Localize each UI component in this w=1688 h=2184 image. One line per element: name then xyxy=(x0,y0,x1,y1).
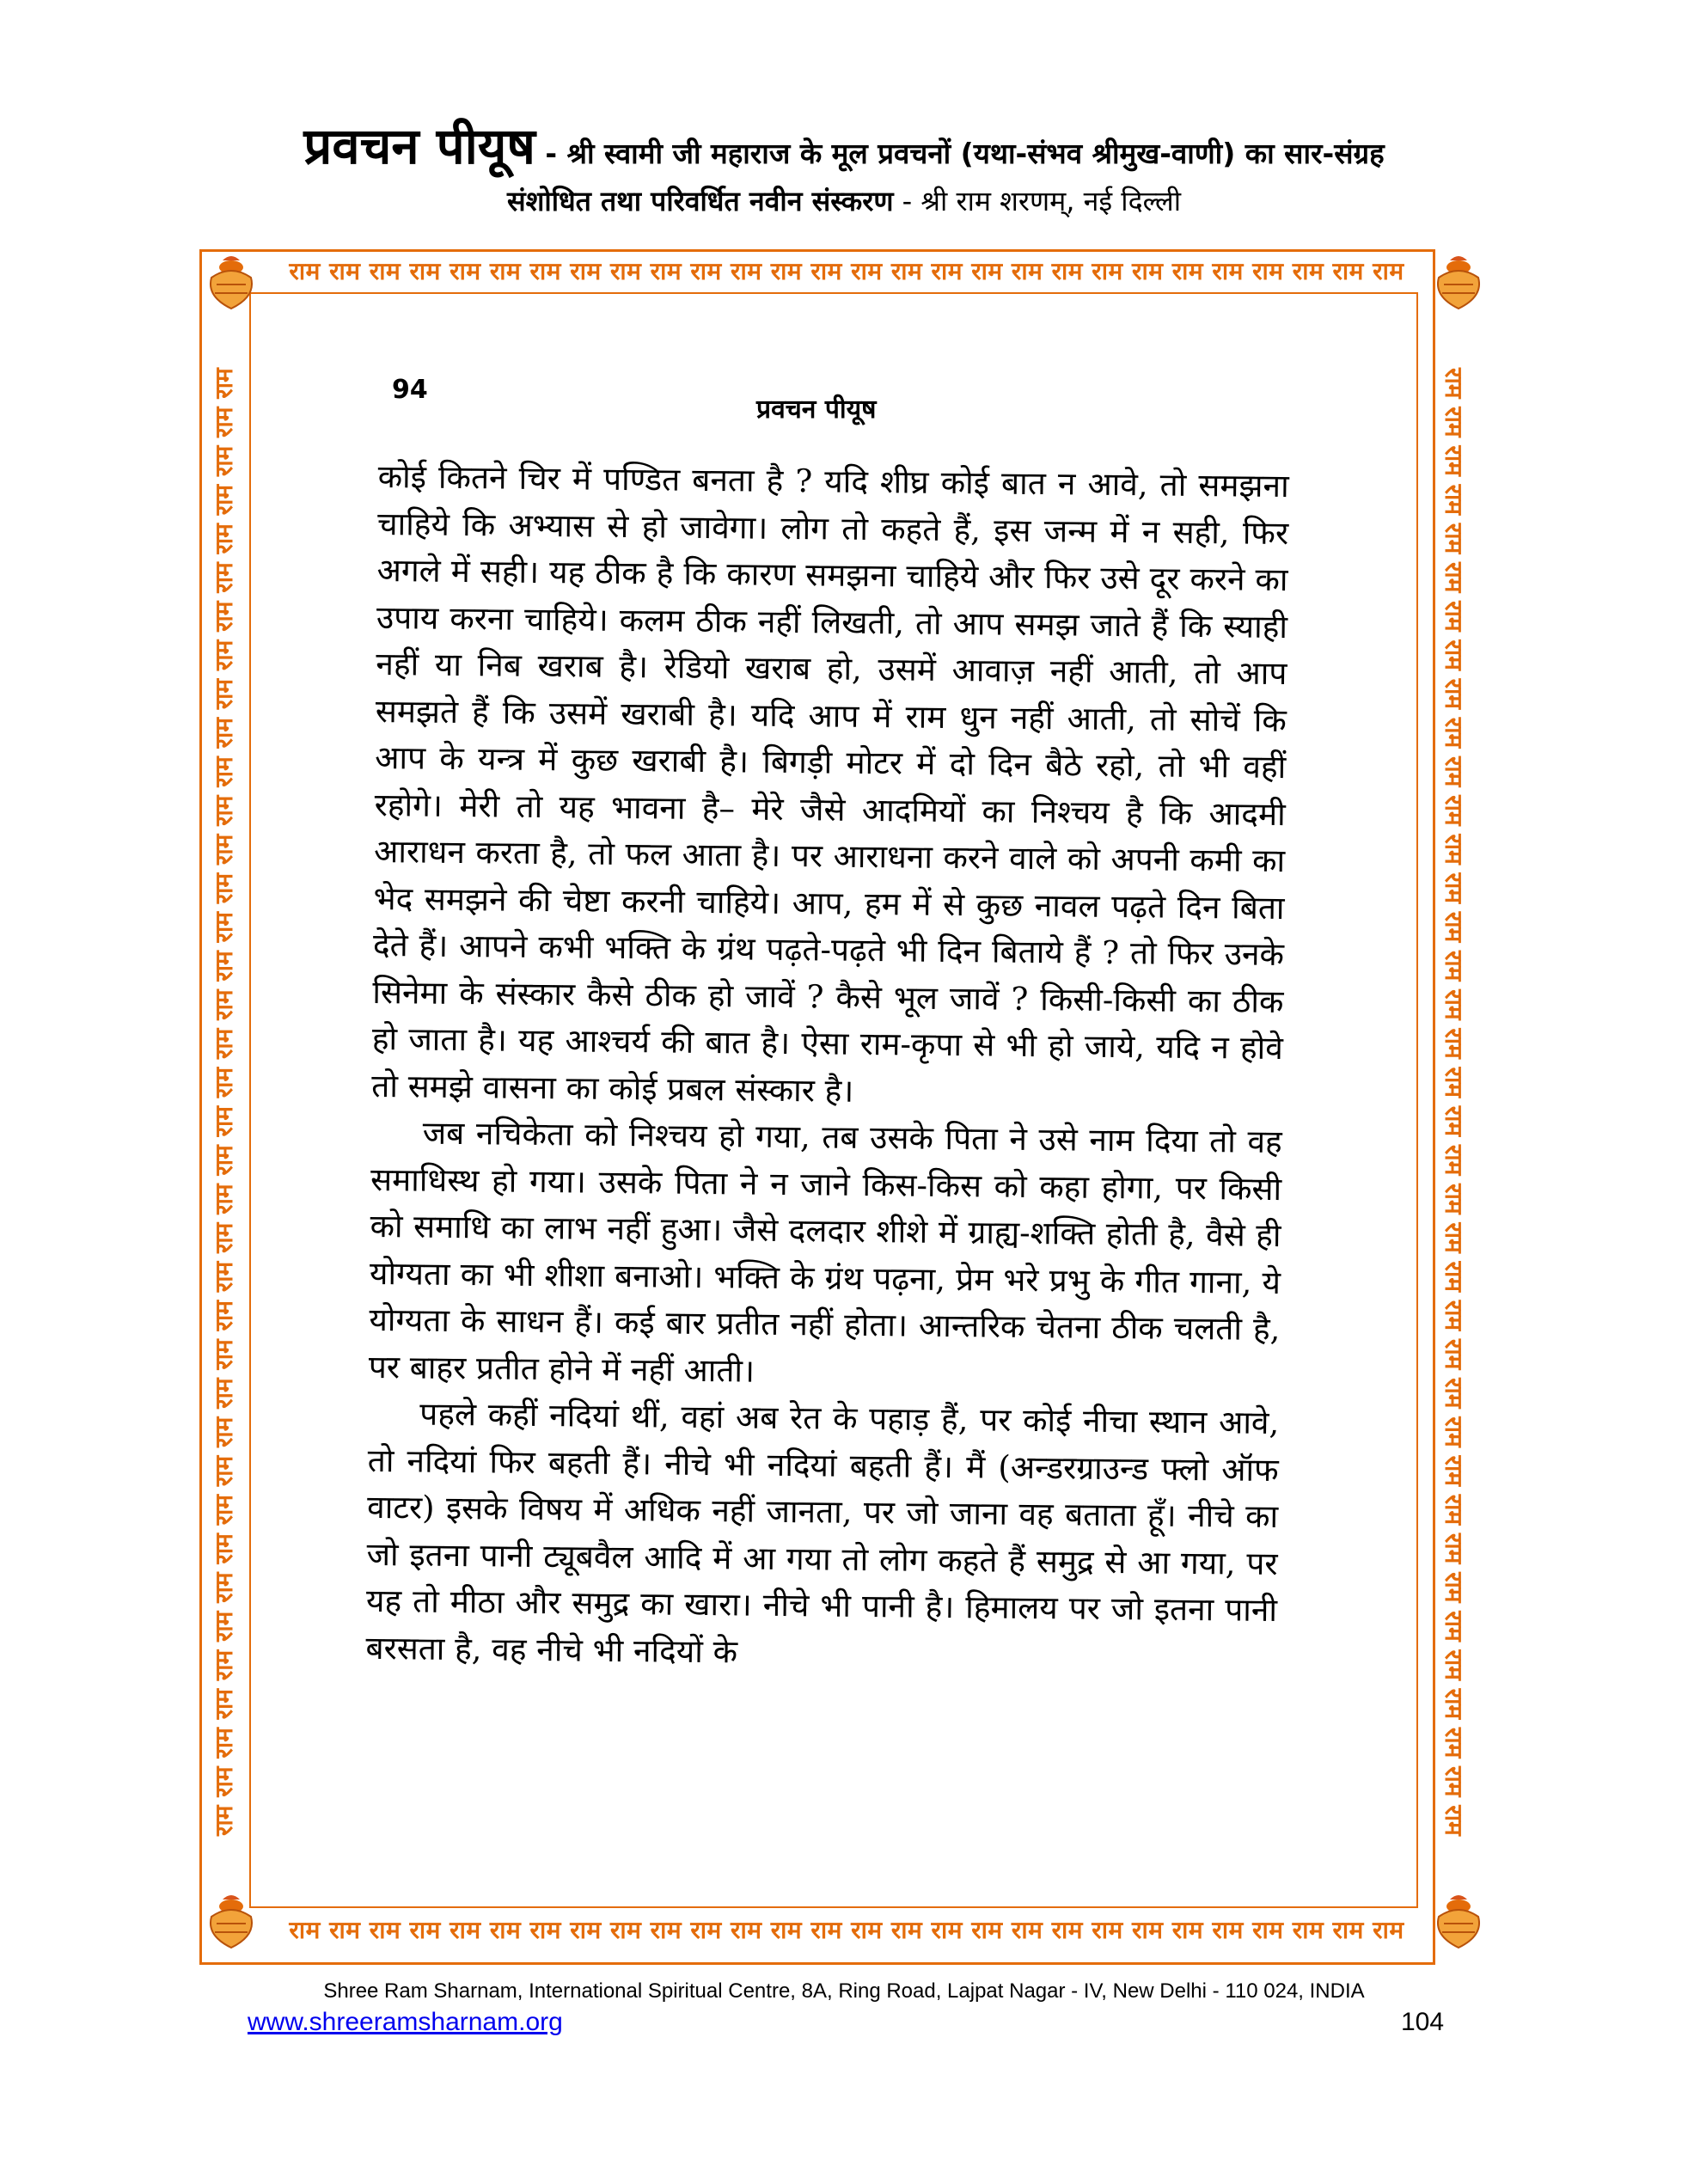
inner-border-top xyxy=(249,292,1418,294)
ram-border-right: राम राम राम राम राम राम राम राम राम राम राम राम राम राम राम राम राम राम राम राम राम राम राम राम राम राम राम राम राम राम राम राम राम राम राम राम राम राम xyxy=(1440,368,1468,1836)
title-main: प्रवचन पीयूष xyxy=(303,117,535,175)
kalash-ornament-top-left xyxy=(199,252,263,315)
kalash-ornament-bottom-left xyxy=(199,1891,263,1955)
paragraph: जब नचिकेता को निश्चय हो गया, तब उसके पिता ने उसे नाम दिया तो वह समाधिस्थ हो गया। उसके पिता ने न जाने किस-किस को कहा होगा, पर किसी को समाधि का लाभ नहीं हुआ। जैसे दलदार शीशे में ग्राह्य-शक्ति होती है, वैसे ही योग्यता का भी शीशा बनाओ। भक्ति के ग्रंथ पढ़ना, प्रेम भरे प्रभु के गीत गाना, ये योग्यता के साधन हैं। कई बार प्रतीत नहीं होता। आन्तरिक चेतना ठीक चलती है, पर बाहर प्रतीत होने में नहीं आती। xyxy=(368,1114,1282,1390)
edition-label: संशोधित तथा परिवर्धित नवीन संस्करण xyxy=(507,185,894,217)
ram-border-bottom: राम राम राम राम राम राम राम राम राम राम राम राम राम राम राम राम राम राम राम राम राम राम राम राम राम राम राम राम xyxy=(289,1916,1404,1944)
kalash-ornament-bottom-right xyxy=(1427,1891,1490,1955)
book-page-number: 94 xyxy=(392,375,428,405)
paragraph: कोई कितने चिर में पण्डित बनता है ? यदि शीघ्र कोई बात न आवे, तो समझना चाहिये कि अभ्यास से हो जावेगा। लोग तो कहते हैं, इस जन्म में न सही, फिर अगले में सही। यह ठीक है कि कारण समझना चाहिये और फिर उसे दूर करने का उपाय करना चाहिये। कलम ठीक नहीं लिखती, तो आप समझ जाते हैं कि स्याही नहीं या निब खराब है। रेडियो खराब हो, उसमें आवाज़ नहीं आती, तो आप समझते हैं कि उसमें खराबी है। यदि आप में राम धुन नहीं आती, तो सोचें कि आप के यन्त्र में कुछ खराबी है। बिगड़ी मोटर में दो दिन बैठे रहो, तो भी वहीं रहोगे। मेरी तो यह भावना है– मेरे जैसे आदमियों का निश्चय है कि आदमी आराधन करता है, तो फल आता है। पर आराधना करने वाले को अपनी कमी का भेद समझने की चेष्टा करनी चाहिये। आप, हम में से कुछ नावल पढ़ते दिन बिता देते हैं। आपने कभी भक्ति के ग्रंथ पढ़ते-पढ़ते भी दिन बिताये हैं ? तो फिर उनके सिनेमा के संस्कार कैसे ठीक हो जावें ? कैसे भूल जावें ? किसी-किसी का ठीक हो जाता है। यह आश्चर्य की बात है। ऐसा राम-कृपा से भी हो जाये, यदि न होवे तो समझे वासना का कोई प्रबल संस्कार है। xyxy=(371,457,1289,1110)
footer-address: Shree Ram Sharnam, International Spiritual Centre, 8A, Ring Road, Lajpat Nagar - IV, New Delhi - 110 024, INDIA xyxy=(323,1979,1365,2003)
inner-border-bottom xyxy=(249,1906,1418,1908)
title-subtitle: - श्री स्वामी जी महाराज के मूल प्रवचनों (यथा-संभव श्रीमुख-वाणी) का सार-संग्रह xyxy=(535,137,1385,170)
website-link[interactable]: www.shreeramsharnam.org xyxy=(248,2008,563,2036)
body-text xyxy=(365,454,1289,1681)
edition-line xyxy=(0,182,1688,219)
inner-border-right xyxy=(1416,292,1418,1908)
ram-border-top: राम राम राम राम राम राम राम राम राम राम राम राम राम राम राम राम राम राम राम राम राम राम राम राम राम राम राम राम xyxy=(289,257,1404,285)
edition-publisher: - श्री राम शरणम्, नई दिल्ली xyxy=(893,185,1181,217)
pdf-page-number: 104 xyxy=(1401,2008,1445,2036)
paragraph: पहले कहीं नदियां थीं, वहां अब रेत के पहाड़ हैं, पर कोई नीचा स्थान आवे, तो नदियां फिर बहती हैं। नीचे भी नदियां बहती हैं। मैं (अन्डरग्राउन्ड फ्लो ऑफ वाटर) इसके विषय में अधिक नहीं जानता, पर जो जाना वह बताता हूँ। नीचे का जो इतना पानी ट्यूबवैल आदि में आ गया तो लोग कहते हैं समुद्र से आ गया, पर यह तो मीठा और समुद्र का खारा। नीचे भी पानी है। हिमालय पर जो इतना पानी बरसता है, वह नीचे भी नदियों के xyxy=(365,1395,1280,1670)
inner-border-left xyxy=(249,292,251,1908)
ram-border-left: राम राम राम राम राम राम राम राम राम राम राम राम राम राम राम राम राम राम राम राम राम राम राम राम राम राम राम राम राम राम राम राम राम राम राम राम राम राम xyxy=(210,368,238,1836)
kalash-ornament-top-right xyxy=(1427,252,1490,315)
document-title xyxy=(0,110,1688,178)
running-head: प्रवचन पीयूष xyxy=(756,395,877,425)
